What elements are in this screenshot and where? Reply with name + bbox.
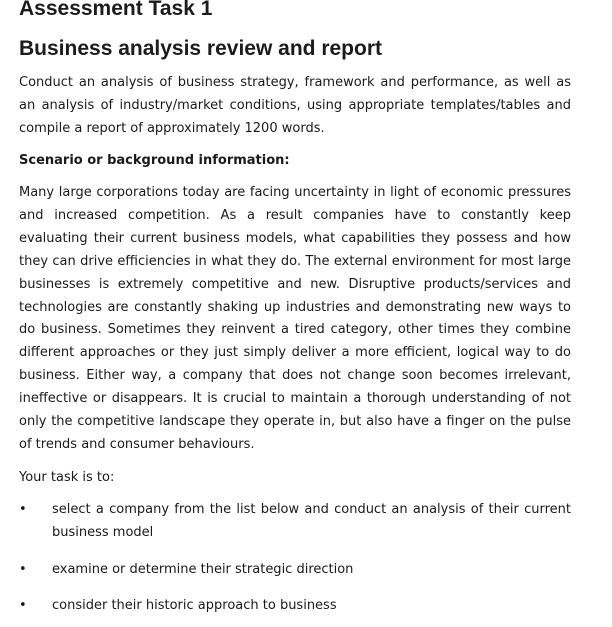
bullet-icon: • xyxy=(19,562,27,577)
task-lead: Your task is to: xyxy=(19,470,115,485)
list-item-text: examine or determine their strategic direction xyxy=(52,562,354,577)
scenario-paragraph: Many large corporations today are facing uncertainty in light of economic pressures and increased competition. As a result companies have to constantly keep evaluating their current business models, what capabilities they possess and how they can drive efficiencies in what they do. The external environment for most large businesses is extremely competitive and new. Disruptive products/services and technologies are constantly shaking up industries and demonstrating new ways to do business. Sometimes they reinvent a tired category, other times they combine different approaches or they just simply deliver a more efficient, logical way to do business. Either way, a company that does not change soon becomes irrelevant, ineffective or disappears. It is crucial to maintain a thorough understanding of not only the competitive landscape they operate in, but also have a finger on the pulse of trends and consumer behaviours. xyxy=(19,185,571,452)
list-item-text: select a company from the list below and conduct an analysis of their current business model xyxy=(52,502,571,540)
list-item-text: consider their historic approach to business xyxy=(52,598,337,613)
scenario-heading: Scenario or background information: xyxy=(19,153,290,168)
bullet-icon: • xyxy=(19,502,27,517)
intro-paragraph: Conduct an analysis of business strategy, framework and performance, as well as an analysis of industry/market conditions, using appropriate templates/tables and compile a report of approximately 1200 words. xyxy=(19,75,571,136)
bullet-icon: • xyxy=(19,598,27,613)
task-title: Assessment Task 1 xyxy=(19,0,213,20)
report-title: Business analysis review and report xyxy=(19,37,382,60)
